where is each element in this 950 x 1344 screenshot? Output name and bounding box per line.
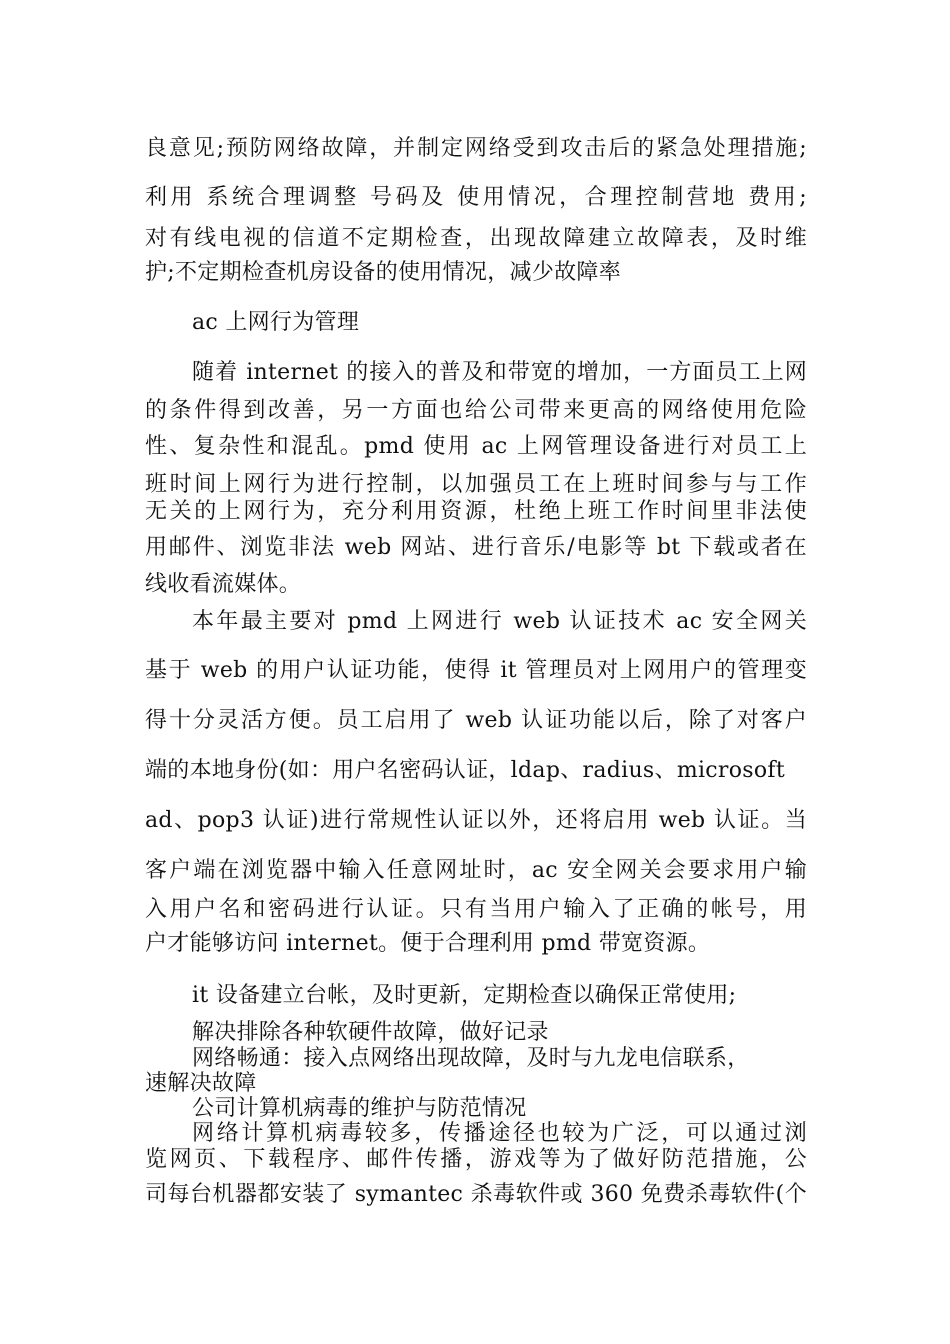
text-line-8: 性、复杂性和混乱。pmd 使用 ac 上网管理设备进行对员工上: [145, 434, 807, 459]
text-line-22: 解决排除各种软硬件故障，做好记录: [192, 1020, 549, 1045]
text-line-3: 对有线电视的信道不定期检查，出现故障建立故障表，及时维: [145, 226, 807, 251]
text-line-21: it 设备建立台帐，及时更新，定期检查以确保正常使用;: [192, 983, 737, 1008]
text-line-20: 户才能够访问 internet。便于合理利用 pmd 带宽资源。: [145, 931, 711, 956]
text-line-17: ad、pop3 认证)进行常规性认证以外，还将启用 web 认证。当: [145, 808, 807, 833]
text-line-16: 端的本地身份(如：用户名密码认证，ldap、radius、microsoft: [145, 758, 786, 783]
text-line-15: 得十分灵活方便。员工启用了 web 认证功能以后，除了对客户: [145, 708, 807, 733]
text-line-12: 线收看流媒体。: [145, 572, 302, 597]
text-line-27: 览网页、下载程序、邮件传播，游戏等为了做好防范措施，公: [145, 1147, 807, 1172]
text-line-18: 客户端在浏览器中输入任意网址时，ac 安全网关会要求用户输: [145, 858, 807, 883]
text-line-25: 公司计算机病毒的维护与防范情况: [192, 1096, 527, 1121]
text-line-10: 无关的上网行为，充分利用资源，杜绝上班工作时间里非法使: [145, 499, 807, 524]
text-line-4: 护;不定期检查机房设备的使用情况，减少故障率: [145, 260, 622, 285]
text-line-24: 速解决故障: [145, 1071, 257, 1096]
text-line-14: 基于 web 的用户认证功能，使得 it 管理员对上网用户的管理变: [145, 658, 807, 683]
text-line-7: 的条件得到改善，另一方面也给公司带来更高的网络使用危险: [145, 398, 807, 423]
text-line-23: 网络畅通：接入点网络出现故障，及时与九龙电信联系，: [192, 1046, 750, 1071]
text-line-2: 利用 系统合理调整 号码及 使用情况，合理控制营地 费用;: [145, 185, 807, 210]
section-heading-ac: ac 上网行为管理: [192, 310, 360, 335]
text-line-11: 用邮件、浏览非法 web 网站、进行音乐/电影等 bt 下载或者在: [145, 535, 807, 560]
text-line-6: 随着 internet 的接入的普及和带宽的增加，一方面员工上网: [192, 360, 807, 385]
text-line-13: 本年最主要对 pmd 上网进行 web 认证技术 ac 安全网关: [192, 609, 807, 634]
text-line-26: 网络计算机病毒较多，传播途径也较为广泛，可以通过浏: [192, 1121, 807, 1146]
text-line-1: 良意见;预防网络故障，并制定网络受到攻击后的紧急处理措施;: [145, 136, 807, 161]
text-line-28: 司每台机器都安装了 symantec 杀毒软件或 360 免费杀毒软件(个: [145, 1182, 807, 1207]
text-line-9: 班时间上网行为进行控制，以加强员工在上班时间参与与工作: [145, 472, 807, 497]
text-line-19: 入用户名和密码进行认证。只有当用户输入了正确的帐号，用: [145, 897, 807, 922]
